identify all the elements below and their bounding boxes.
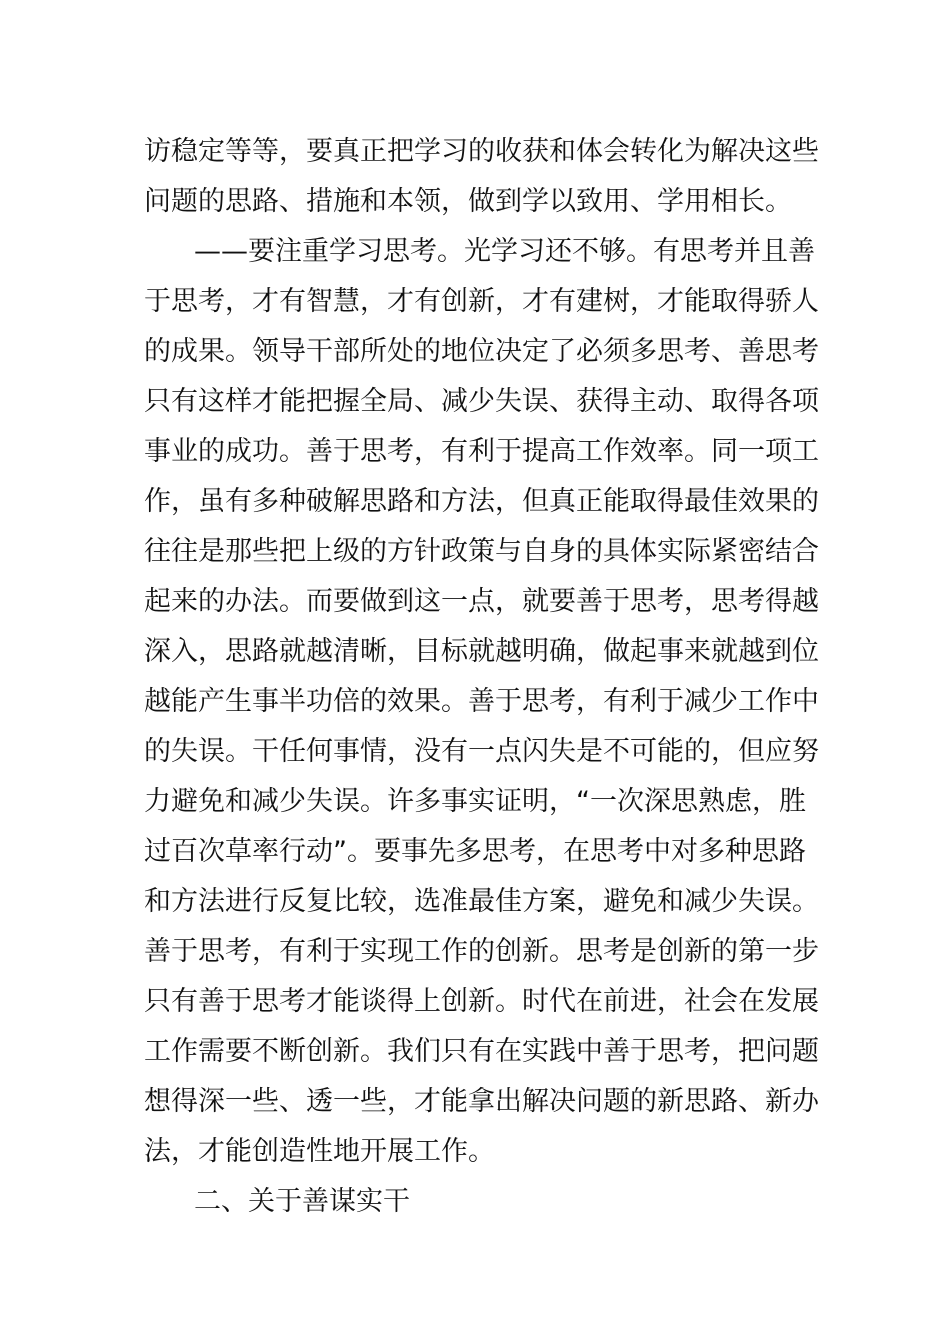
text-line: 只有善于思考才能谈得上创新。时代在前进，社会在发展 xyxy=(144,986,819,1017)
text-line: 的成果。领导干部所处的地位决定了必须多思考、善思考 xyxy=(144,336,819,367)
document-body xyxy=(144,127,819,1227)
text-line: 力避免和减少失误。许多事实证明，“一次深思熟虑，胜 xyxy=(144,786,806,817)
text-line: 往往是那些把上级的方针政策与自身的具体实际紧密结合 xyxy=(144,536,819,567)
text-line: 于思考，才有智慧，才有创新，才有建树，才能取得骄人 xyxy=(144,286,819,317)
text-line: 起来的办法。而要做到这一点，就要善于思考，思考得越 xyxy=(144,586,819,617)
text-line: 访稳定等等，要真正把学习的收获和体会转化为解决这些 xyxy=(144,136,819,167)
text-line: 的失误。干任何事情，没有一点闪失是不可能的，但应努 xyxy=(144,736,819,767)
text-line: 工作需要不断创新。我们只有在实践中善于思考，把问题 xyxy=(144,1036,819,1067)
text-line: 作，虽有多种破解思路和方法，但真正能取得最佳效果的 xyxy=(144,486,819,517)
text-line: 事业的成功。善于思考，有利于提高工作效率。同一项工 xyxy=(144,436,819,467)
section-heading: 二、关于善谋实干 xyxy=(194,1186,410,1217)
text-line: 想得深一些、透一些，才能拿出解决问题的新思路、新办 xyxy=(144,1086,819,1117)
text-line: 深入，思路就越清晰，目标就越明确，做起事来就越到位 xyxy=(144,636,819,667)
text-line: 善于思考，有利于实现工作的创新。思考是创新的第一步 xyxy=(144,936,819,967)
text-line: 问题的思路、措施和本领，做到学以致用、学用相长。 xyxy=(144,186,792,217)
text-line: 法，才能创造性地开展工作。 xyxy=(144,1136,495,1167)
text-line: 越能产生事半功倍的效果。善于思考，有利于减少工作中 xyxy=(144,686,819,717)
paragraph-start-line: ——要注重学习思考。光学习还不够。有思考并且善 xyxy=(194,236,815,267)
text-line: 过百次草率行动”。要事先多思考，在思考中对多种思路 xyxy=(144,836,806,867)
text-line: 只有这样才能把握全局、减少失误、获得主动、取得各项 xyxy=(144,386,819,417)
text-line: 和方法进行反复比较，选准最佳方案，避免和减少失误。 xyxy=(144,886,819,917)
